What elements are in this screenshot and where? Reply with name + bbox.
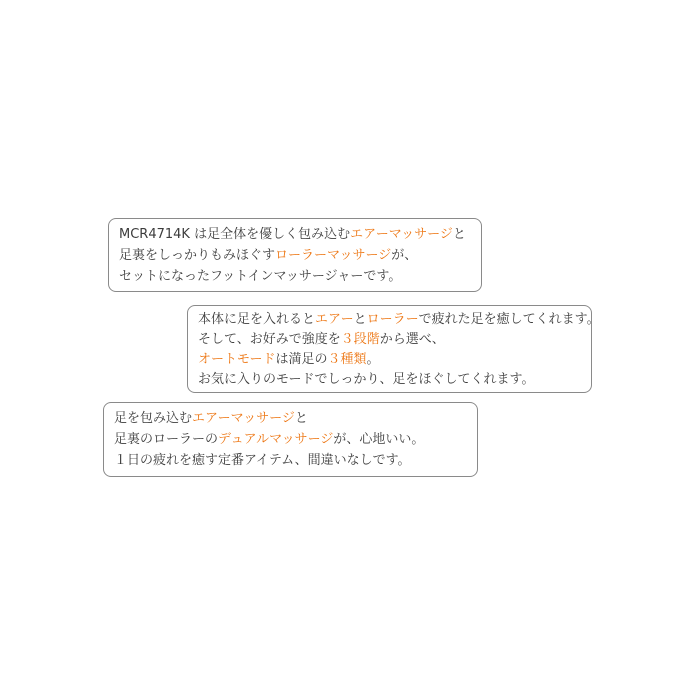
text-line	[198, 330, 581, 350]
text-line	[114, 429, 467, 450]
description-box-modes	[187, 305, 600, 393]
text-line	[119, 266, 471, 287]
highlighted-text-segment: ローラー	[366, 312, 419, 327]
text-segment: セットになったフットインマッサージャーです。	[119, 269, 402, 284]
highlighted-text-segment: ３種類	[327, 352, 367, 367]
text-segment: と	[294, 411, 308, 426]
highlighted-text-segment: ３段階	[340, 332, 380, 347]
text-line	[114, 450, 467, 471]
text-segment: 本体に足を入れると	[198, 312, 316, 327]
description-box-summary	[103, 402, 478, 477]
highlighted-text-segment: ローラーマッサージ	[275, 248, 392, 263]
text-line	[114, 408, 467, 429]
text-segment: で疲れた足を癒してくれます。	[418, 312, 600, 327]
text-line	[198, 310, 600, 330]
text-line	[119, 245, 471, 266]
text-line	[198, 350, 581, 370]
highlighted-text-segment: デュアルマッサージ	[218, 432, 334, 447]
text-segment: が、	[391, 248, 418, 263]
text-segment: から選べ、	[379, 332, 445, 347]
text-segment: そして、お好みで強度を	[198, 332, 341, 347]
highlighted-text-segment: エアー	[315, 312, 354, 327]
text-segment: 足裏をしっかりもみほぐす	[119, 248, 276, 263]
highlighted-text-segment: エアーマッサージ	[192, 411, 295, 426]
text-segment: １日の疲れを癒す定番アイテム、間違いなしです。	[114, 453, 411, 468]
text-line	[119, 224, 471, 245]
text-segment: が、心地いい。	[333, 432, 425, 447]
text-line	[198, 370, 581, 390]
text-segment: は満足の	[275, 352, 328, 367]
text-segment: 足裏のローラーの	[114, 432, 219, 447]
description-box-air-roller	[108, 218, 482, 292]
text-segment: MCR4714K は足全体を優しく包み込む	[119, 227, 351, 242]
text-segment: 足を包み込む	[114, 411, 193, 426]
text-segment: と	[452, 227, 466, 242]
text-segment: お気に入りのモードでしっかり、足をほぐしてくれます。	[198, 372, 535, 387]
text-segment: 。	[366, 352, 380, 367]
highlighted-text-segment: エアーマッサージ	[350, 227, 453, 242]
highlighted-text-segment: オートモード	[198, 352, 276, 367]
text-segment: と	[353, 312, 367, 327]
